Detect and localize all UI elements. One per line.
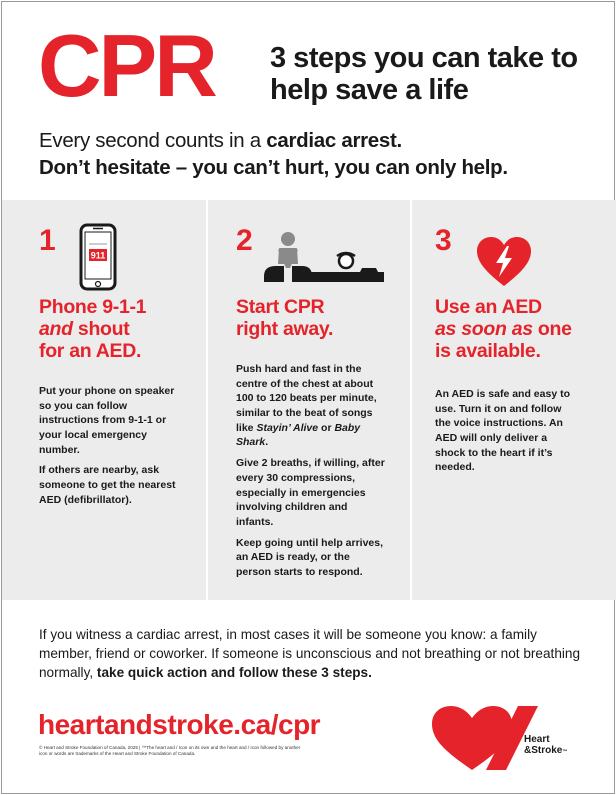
step-title-line: for an AED. (39, 339, 142, 362)
step-number: 3 (435, 224, 452, 257)
step-paragraph-text: Push hard and fast in the centre of the chest at about 100 to 120 beats per minute, similar to the beat of songs like (236, 363, 377, 434)
intro-line-2: Don’t hesitate – you can’t hurt, you can only help. (39, 156, 508, 179)
step-2 (208, 200, 410, 600)
step-number: 2 (236, 224, 253, 257)
step-title-line: is available. (435, 339, 541, 362)
site-link[interactable]: heartandstroke.ca/cpr (38, 709, 321, 740)
page-title: CPR (38, 16, 215, 115)
phone-911-icon (79, 223, 117, 291)
logo-line-text: &Stroke (524, 744, 563, 756)
intro-line-1-text: Every second counts in a (39, 129, 267, 152)
step-title-line: Phone 9-1-1 (39, 296, 147, 318)
step-paragraph: An AED is safe and easy to use. Turn it on and follow the voice instructions. An AED will only deliver a shock to the heart if it’s needed. (435, 388, 570, 474)
poster (1, 1, 615, 794)
step-title-line: right away. (236, 317, 334, 340)
step-1 (2, 200, 206, 600)
step-paragraph (236, 362, 386, 450)
aed-heart-icon (476, 236, 532, 288)
step-paragraph-text: or (318, 421, 335, 434)
step-title-line: Use an AED (435, 296, 542, 318)
step-paragraph-text: . (265, 436, 269, 449)
intro-line-1 (39, 129, 402, 153)
step-paragraph: If others are nearby, ask someone to get the nearest AED (defibrillator). (39, 464, 176, 506)
tagline: 3 steps you can take to help save a life (270, 42, 578, 107)
step-title-rest: shout (72, 317, 130, 340)
step-title-line (435, 319, 610, 341)
steps-panel (2, 200, 616, 600)
logo-wordmark (524, 735, 567, 756)
step-text (236, 362, 386, 586)
step-title-line: Start CPR (236, 296, 325, 318)
footer-text-regular: If you witness a cardiac arrest, in most cases it will be someone you know: a family member, friend or coworker. If someone is unconscious and not breathing or not breathing normally, (39, 627, 581, 681)
song-title: Baby Shark (236, 421, 361, 449)
step-number: 1 (39, 224, 56, 257)
logo-line (524, 746, 567, 757)
footer-text-bold: take quick action and follow these 3 steps. (96, 665, 372, 681)
logo-line: Heart (524, 734, 550, 745)
step-paragraph: Give 2 breaths, if willing, after every 30 compressions, especially in emergencies involving children and infants. (236, 457, 385, 528)
intro-line-1-bold: cardiac arrest. (266, 129, 402, 152)
step-paragraph: Keep going until help arrives, an AED is ready, or the person starts to respond. (236, 536, 384, 578)
step-3 (412, 200, 616, 600)
phone-label: 911 (90, 250, 106, 261)
step-title (39, 297, 199, 362)
logo-tm: ™ (562, 748, 568, 755)
step-text (39, 384, 179, 514)
step-title-italic: and (39, 317, 73, 340)
legal-notice: © Heart and Stroke Foundation of Canada, 2025 | ™The heart and / Icon on its own and the heart and / Icon followed by another icon or words are trademarks of the Heart and Stroke Foundation of Canada. (39, 745, 301, 756)
header (2, 2, 616, 200)
step-paragraph: Put your phone on speaker so you can follow instructions from 9-1-1 or your local emergency number. (39, 385, 175, 456)
step-title (435, 297, 610, 362)
step-title-rest: one (532, 317, 572, 340)
step-title-line (39, 319, 199, 341)
step-text (435, 387, 580, 481)
step-title (236, 297, 406, 341)
step-title-italic: as soon as (435, 317, 533, 340)
cpr-compressions-icon (258, 230, 388, 286)
footer-paragraph (39, 625, 584, 682)
song-title: Stayin’ Alive (256, 421, 319, 434)
